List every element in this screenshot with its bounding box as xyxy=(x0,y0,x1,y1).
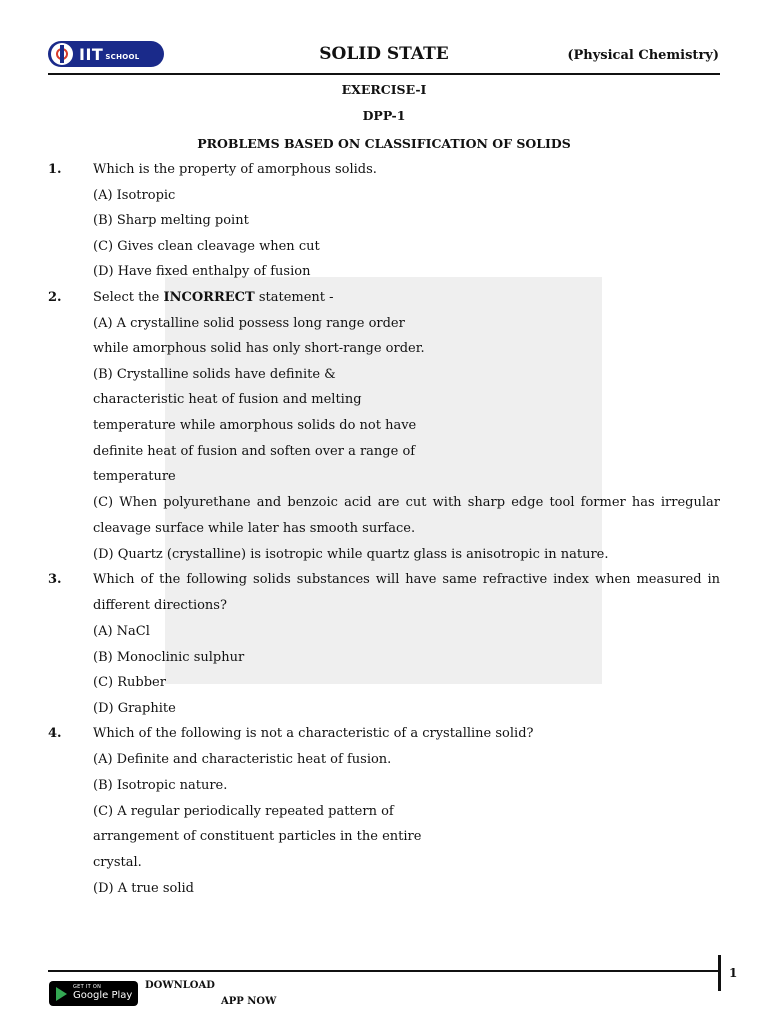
question-text: Which of the following is not a characteristic of a crystalline solid? xyxy=(93,726,534,741)
section-heading: PROBLEMS BASED ON CLASSIFICATION OF SOLIDS xyxy=(197,136,571,151)
watermark-shade xyxy=(165,277,602,684)
footer-divider xyxy=(48,970,720,972)
option-b: (B) Crystalline solids have definite & xyxy=(93,367,336,382)
option-d: (D) Have fixed enthalpy of fusion xyxy=(93,264,311,279)
option-b: (B) Monoclinic sulphur xyxy=(93,650,245,665)
question-number: 1. xyxy=(48,162,62,177)
option-a-continued: while amorphous solid has only short-range order. xyxy=(93,341,425,356)
option-b: (B) Sharp melting point xyxy=(93,213,249,228)
download-label: DOWNLOAD xyxy=(145,980,215,991)
logo-text: IIT xyxy=(79,44,104,64)
option-b-continued: temperature while amorphous solids do not have xyxy=(93,418,417,433)
option-c-continued: arrangement of constituent particles in the entire xyxy=(93,829,422,844)
option-b: (B) Isotropic nature. xyxy=(93,778,228,793)
badge-store-name: Google Play xyxy=(73,990,133,1001)
page-number: 1 xyxy=(729,966,738,980)
google-play-icon xyxy=(56,987,67,1001)
question-number: 3. xyxy=(48,572,62,587)
option-d: (D) A true solid xyxy=(93,881,194,896)
option-c-continued: crystal. xyxy=(93,855,142,870)
option-c: (C) A regular periodically repeated pattern of xyxy=(93,804,394,819)
app-now-label: APP NOW xyxy=(221,996,277,1007)
option-d: (D) Quartz (crystalline) is isotropic while quartz glass is anisotropic in nature. xyxy=(93,547,609,562)
google-play-badge[interactable] xyxy=(49,981,138,1006)
option-a: (A) Isotropic xyxy=(93,188,176,203)
question-text: Which is the property of amorphous solids. xyxy=(93,162,377,177)
question-text-continued: different directions? xyxy=(93,598,227,613)
footer-marker xyxy=(718,955,721,991)
logo-subtext: SCHOOL xyxy=(105,53,140,61)
option-b-continued: temperature xyxy=(93,469,176,484)
option-b-continued: characteristic heat of fusion and melting xyxy=(93,392,362,407)
option-d: (D) Graphite xyxy=(93,701,176,716)
question-text xyxy=(93,290,334,306)
exercise-heading: EXERCISE-I xyxy=(341,82,427,97)
option-c: (C) Gives clean cleavage when cut xyxy=(93,239,320,254)
option-b-continued: definite heat of fusion and soften over a range of xyxy=(93,444,416,459)
option-a: (A) Definite and characteristic heat of fusion. xyxy=(93,752,392,767)
option-a: (A) A crystalline solid possess long range order xyxy=(93,316,405,331)
option-c: (C) When polyurethane and benzoic acid are cut with sharp edge tool former has irregular xyxy=(93,495,720,510)
option-a: (A) NaCl xyxy=(93,624,150,639)
question-stem-emphasis: INCORRECT xyxy=(163,290,255,305)
page-title: SOLID STATE xyxy=(319,44,449,64)
option-c: (C) Rubber xyxy=(93,675,166,690)
question-stem-end: statement - xyxy=(254,290,334,305)
badge-caption: GET IT ON xyxy=(73,984,102,990)
question-number: 4. xyxy=(48,726,62,741)
question-number: 2. xyxy=(48,290,62,305)
option-c-continued: cleavage surface while later has smooth surface. xyxy=(93,521,416,536)
header-divider xyxy=(48,73,720,75)
subject-label: (Physical Chemistry) xyxy=(567,48,719,63)
dpp-heading: DPP-1 xyxy=(362,108,406,123)
question-stem-start: Select the xyxy=(93,290,164,305)
question-text: Which of the following solids substances will have same refractive index when measured in xyxy=(93,572,720,587)
